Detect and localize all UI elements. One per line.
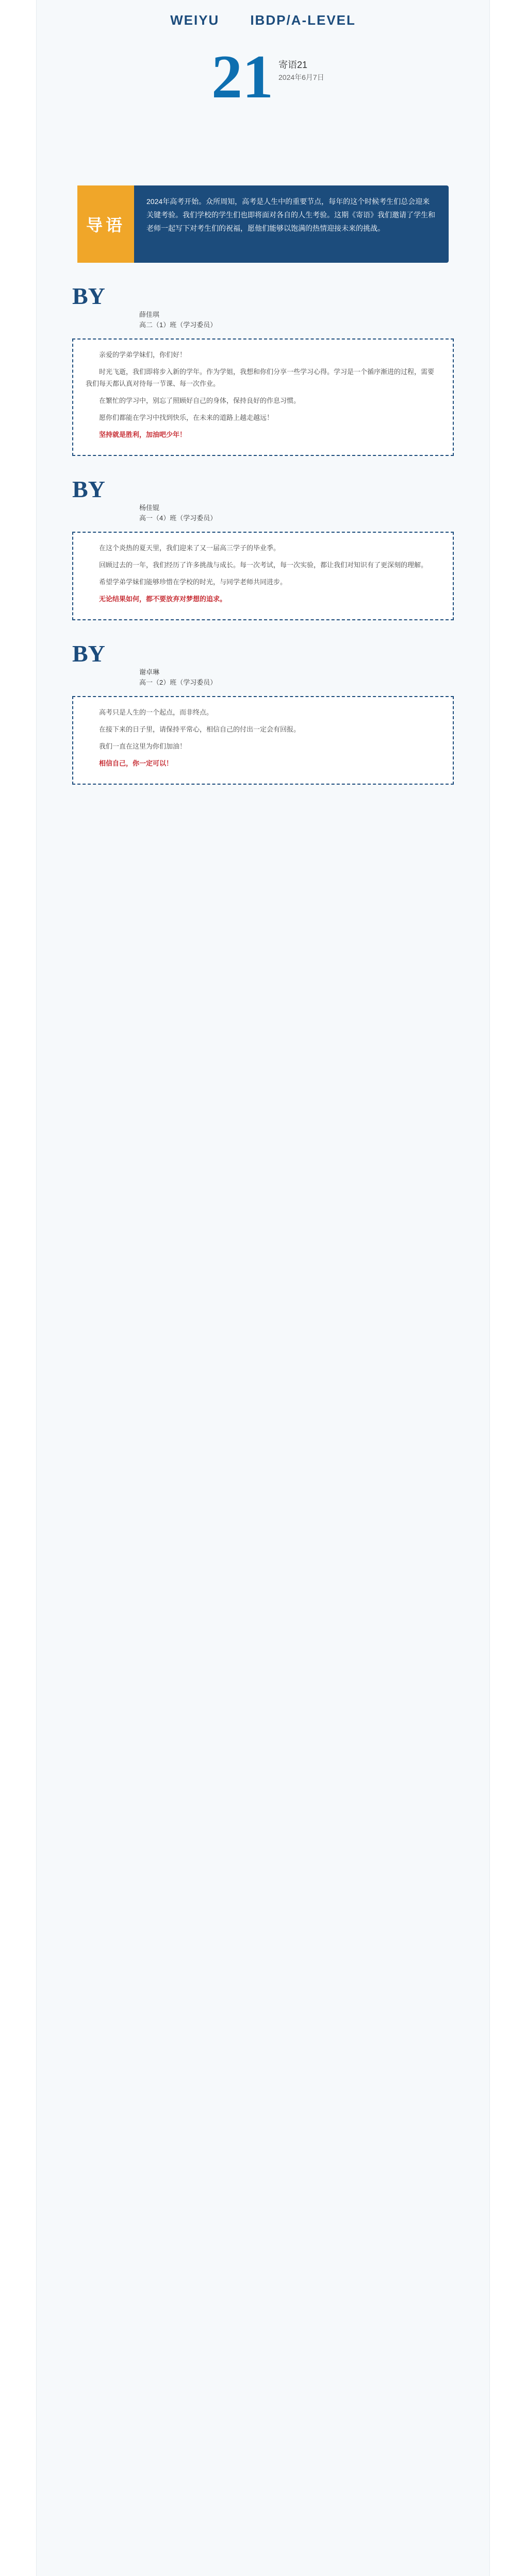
author-name: 谢卓琳 <box>139 668 160 676</box>
author-meta <box>139 503 474 523</box>
letter-paragraph: 高考只是人生的一个起点，而非终点。 <box>99 708 213 716</box>
letter-paragraph: 希望学弟学妹们能够珍惜在学校的时光，与同学老师共同进步。 <box>99 578 287 586</box>
author-meta <box>139 667 474 688</box>
by-mark: BY <box>72 476 105 502</box>
letter-paragraph: 时光飞逝，我们即将步入新的学年。作为学姐，我想和你们分享一些学习心得。学习是一个循序渐进的过程，需要我们每天都认真对待每一节课、每一次作业。 <box>86 368 435 387</box>
header <box>36 0 490 185</box>
letter-paragraph: 在接下来的日子里，请保持平常心，相信自己的付出一定会有回报。 <box>99 725 301 733</box>
author-name: 杨佳锟 <box>139 504 160 512</box>
brand-left: WEIYU <box>170 12 220 28</box>
issue-label: 寄语21 <box>278 60 308 70</box>
letter-paragraph: 回顾过去的一年，我们经历了许多挑战与成长。每一次考试，每一次实验，都让我们对知识有了更深刻的理解。 <box>99 561 428 569</box>
letter-paragraph: 在这个炎热的夏天里，我们迎来了又一届高三学子的毕业季。 <box>99 544 281 552</box>
author-grade: 高一（2）班（学习委员） <box>139 679 217 686</box>
letter-highlight: 无论结果如何，都不要放弃对梦想的追求。 <box>99 595 227 603</box>
letter-card <box>72 338 454 456</box>
issue-number: 21 <box>211 42 273 111</box>
letter-card <box>72 532 454 620</box>
letter-paragraph: 愿你们都能在学习中找到快乐，在未来的道路上越走越远！ <box>99 414 274 421</box>
letters-list <box>0 282 526 785</box>
brand-right: IBDP/A-LEVEL <box>250 12 356 28</box>
letter-section <box>52 476 474 620</box>
brand-row <box>36 0 490 28</box>
letter-paragraph: 在繁忙的学习中，别忘了照顾好自己的身体，保持良好的作息习惯。 <box>99 397 301 404</box>
letter-paragraph: 我们一直在这里为你们加油！ <box>99 742 187 750</box>
letter-card <box>72 696 454 785</box>
intro-text: 2024年高考开始。众所周知，高考是人生中的重要节点，每年的这个时候考生们总会迎来关键考验。我们学校的学生们也即将面对各自的人生考验。这期《寄语》我们邀请了学生和老师一起写下对考生们的祝福，愿他们能够以饱满的热情迎接未来的挑战。 <box>146 197 435 232</box>
author-grade: 高二（1）班（学习委员） <box>139 321 217 329</box>
right-margin <box>489 0 526 2576</box>
letter-highlight: 相信自己，你一定可以！ <box>99 759 173 767</box>
author-name: 薛佳琪 <box>139 311 160 318</box>
intro-box <box>77 185 449 263</box>
author-meta <box>139 310 474 330</box>
letter-highlight: 坚持就是胜利，加油吧少年！ <box>99 431 187 438</box>
by-mark: BY <box>72 640 105 667</box>
letter-section <box>52 282 474 456</box>
intro-tag: 导语 <box>77 185 134 263</box>
issue-date: 2024年6月7日 <box>278 73 324 81</box>
by-mark: BY <box>72 283 105 309</box>
left-margin <box>0 0 37 2576</box>
author-grade: 高一（4）班（学习委员） <box>139 514 217 522</box>
letter-paragraph: 亲爱的学弟学妹们，你们好！ <box>99 351 187 359</box>
letter-section <box>52 640 474 785</box>
